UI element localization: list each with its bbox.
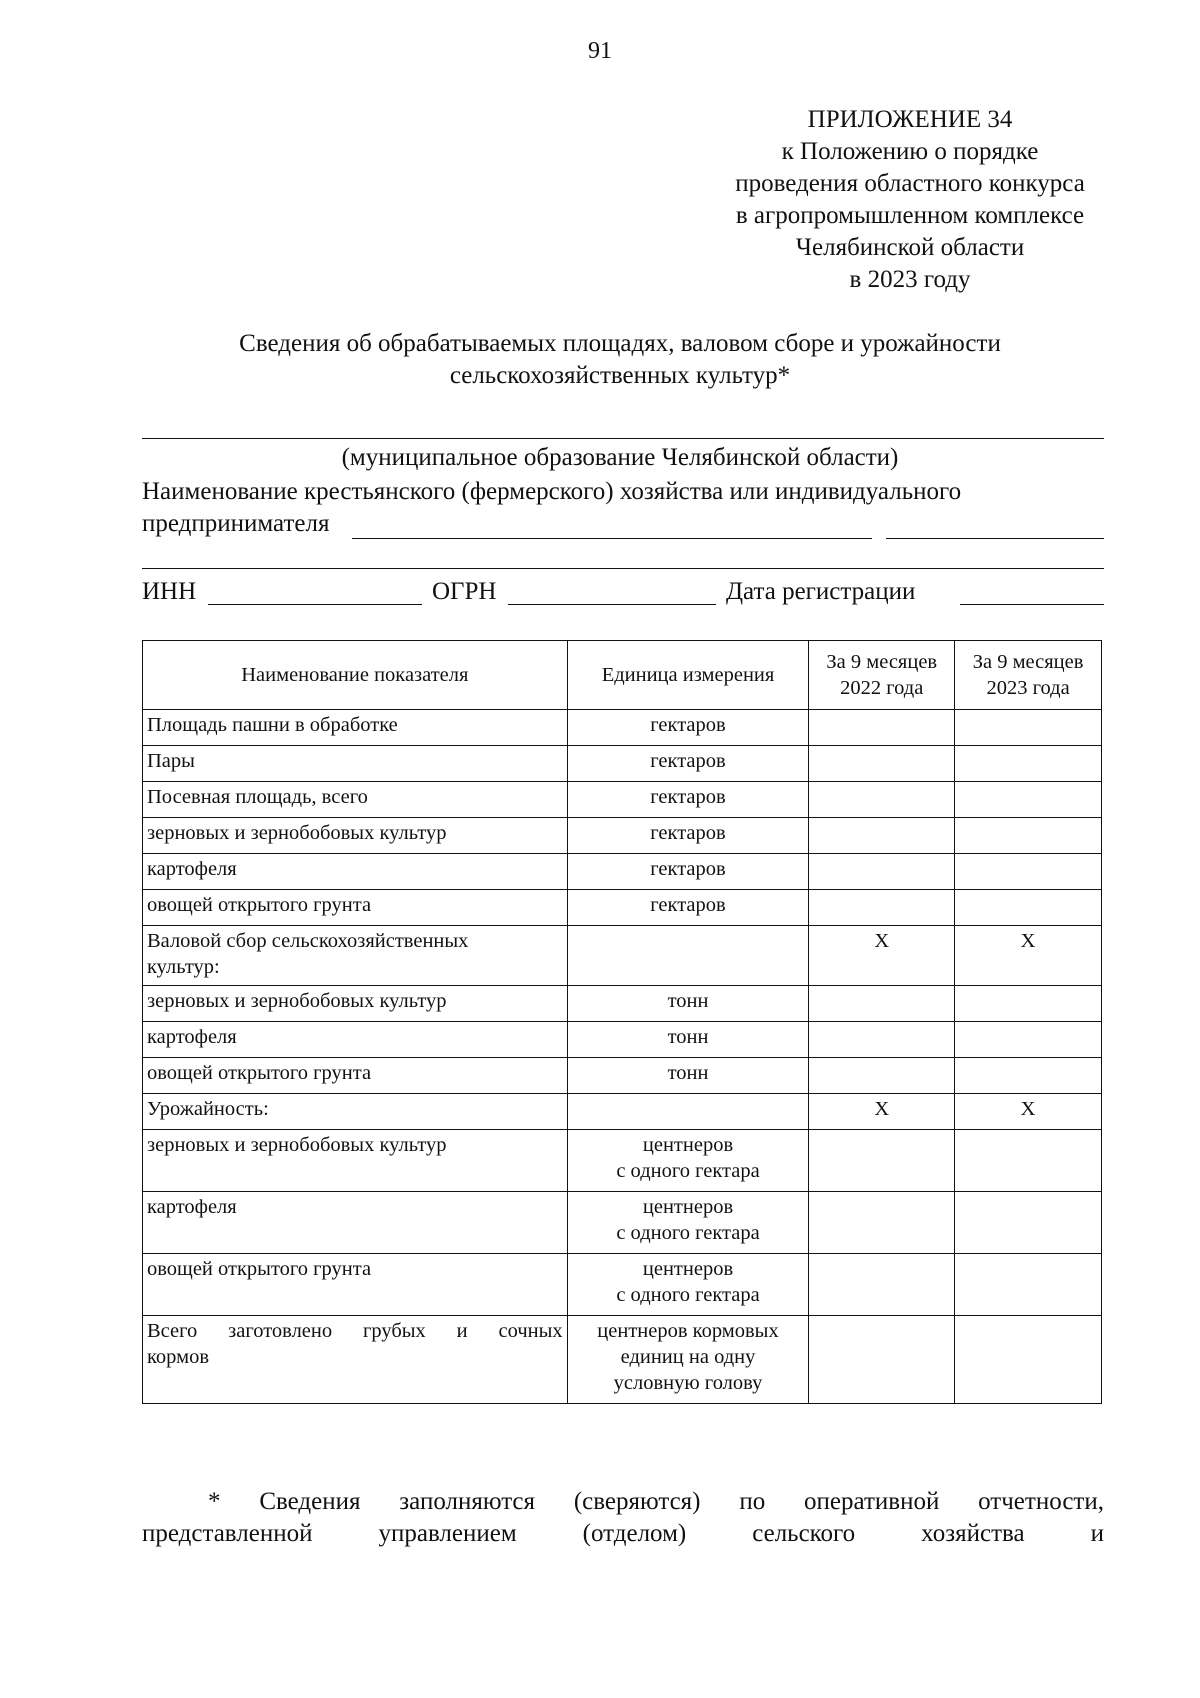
cell-value-2022[interactable] bbox=[809, 1254, 955, 1316]
cell-text-line: Площадь пашни в обработке bbox=[147, 714, 398, 736]
cell-unit bbox=[567, 782, 809, 818]
table-row bbox=[143, 1130, 1102, 1192]
cell-unit bbox=[567, 818, 809, 854]
cell-indicator-name bbox=[143, 1254, 568, 1316]
cell-unit bbox=[567, 746, 809, 782]
cell-unit bbox=[567, 890, 809, 926]
cell-value-2023[interactable] bbox=[955, 1058, 1102, 1094]
cell-unit bbox=[567, 854, 809, 890]
appendix-title: ПРИЛОЖЕНИЕ 34 bbox=[807, 106, 1013, 133]
footnote-word: * bbox=[208, 1488, 221, 1515]
cell-text-line: центнеров bbox=[642, 1196, 734, 1218]
cell-text-line: зерновых и зернобобовых культур bbox=[147, 822, 447, 844]
footnote-word: и bbox=[1090, 1520, 1104, 1547]
cell-value-2022[interactable] bbox=[809, 1192, 955, 1254]
footnote-word: заполняются bbox=[399, 1488, 536, 1515]
appendix-line: проведения областного конкурса bbox=[735, 170, 1085, 197]
cell-text-line: тонн bbox=[667, 1062, 709, 1084]
inn-label: ИНН bbox=[142, 578, 197, 605]
cell-text-line: овощей открытого грунта bbox=[147, 894, 372, 916]
inn-blank-line[interactable] bbox=[208, 604, 422, 605]
cell-indicator-name bbox=[143, 782, 568, 818]
cell-text-line: Пары bbox=[147, 750, 195, 772]
footnote-line-1 bbox=[142, 1486, 1104, 1518]
cell-unit bbox=[567, 1192, 809, 1254]
table-row bbox=[143, 926, 1102, 986]
cell-value-2022[interactable] bbox=[809, 890, 955, 926]
farm-name-label: Наименование крестьянского (фермерского) хозяйства или индивидуального bbox=[142, 478, 962, 505]
table-row bbox=[143, 710, 1102, 746]
cell-unit bbox=[567, 1022, 809, 1058]
cell-unit bbox=[567, 1058, 809, 1094]
table-row bbox=[143, 1022, 1102, 1058]
farm-name-blank-line[interactable] bbox=[352, 538, 872, 539]
cell-word: сочных bbox=[498, 1320, 563, 1342]
cell-value-2022[interactable] bbox=[809, 1058, 955, 1094]
cell-value-2023[interactable]: X bbox=[955, 1094, 1102, 1130]
municipality-caption: (муниципальное образование Челябинской области) bbox=[341, 444, 899, 471]
cell-unit bbox=[567, 1254, 809, 1316]
cell-indicator-name bbox=[143, 1130, 568, 1192]
footnote-word: управлением bbox=[378, 1520, 517, 1547]
farm-name-blank-line-2[interactable] bbox=[886, 538, 1104, 539]
cell-text-line: кормов bbox=[147, 1346, 210, 1368]
cell-text-line: с одного гектара bbox=[616, 1160, 760, 1182]
cell-text-line: овощей открытого грунта bbox=[147, 1062, 372, 1084]
cell-text-line: гектаров bbox=[650, 750, 726, 772]
cell-text-line: гектаров bbox=[650, 786, 726, 808]
cell-value-2022[interactable] bbox=[809, 1130, 955, 1192]
cell-text-line: гектаров bbox=[650, 822, 726, 844]
cell-indicator-name bbox=[143, 1192, 568, 1254]
header-2023-line: 2023 года bbox=[986, 677, 1070, 699]
table-row bbox=[143, 890, 1102, 926]
cell-indicator-name bbox=[143, 818, 568, 854]
cell-text-line: тонн bbox=[667, 990, 709, 1012]
cell-value-2022[interactable] bbox=[809, 746, 955, 782]
footnote-line-2 bbox=[142, 1518, 1104, 1550]
cell-indicator-name bbox=[143, 854, 568, 890]
cell-unit bbox=[567, 1130, 809, 1192]
table-row bbox=[143, 782, 1102, 818]
header-2022-line: За 9 месяцев bbox=[826, 651, 938, 673]
cell-text-line: картофеля bbox=[147, 1196, 237, 1218]
cell-word: Всего bbox=[147, 1320, 198, 1342]
footnote-word: отчетности, bbox=[978, 1488, 1104, 1515]
table-row bbox=[143, 986, 1102, 1022]
farm-name-label-cont: предпринимателя bbox=[142, 510, 330, 537]
cell-value-2023[interactable] bbox=[955, 986, 1102, 1022]
table-row bbox=[143, 1316, 1102, 1404]
cell-text-line: зерновых и зернобобовых культур bbox=[147, 990, 447, 1012]
cell-text-line: гектаров bbox=[650, 858, 726, 880]
cell-value-2022[interactable] bbox=[809, 710, 955, 746]
municipality-blank-line[interactable] bbox=[142, 438, 1104, 439]
cell-indicator-name bbox=[143, 926, 568, 986]
cell-value-2023[interactable] bbox=[955, 1130, 1102, 1192]
table-row bbox=[143, 1094, 1102, 1130]
cell-text-line: центнеров кормовых bbox=[597, 1320, 779, 1342]
form-title-line: сельскохозяйственных культур* bbox=[449, 362, 791, 389]
cell-text-line: единиц на одну bbox=[620, 1346, 756, 1368]
table-header-row bbox=[143, 641, 1102, 710]
cell-value-2023[interactable] bbox=[955, 782, 1102, 818]
footnote-word: (отделом) bbox=[582, 1520, 687, 1547]
table-row bbox=[143, 854, 1102, 890]
cell-value-2023[interactable] bbox=[955, 854, 1102, 890]
appendix-line: к Положению о порядке bbox=[781, 138, 1039, 165]
table-row bbox=[143, 1192, 1102, 1254]
cell-value-2023[interactable] bbox=[955, 818, 1102, 854]
cell-value-2022[interactable] bbox=[809, 782, 955, 818]
cell-value-2023[interactable]: X bbox=[955, 926, 1102, 986]
footnote-word: по bbox=[739, 1488, 766, 1515]
cell-text-line: тонн bbox=[667, 1026, 709, 1048]
footnote-word: оперативной bbox=[804, 1488, 940, 1515]
cell-text-line: Урожайность: bbox=[147, 1098, 269, 1120]
form-title-line: Сведения об обрабатываемых площадях, валовом сборе и урожайности bbox=[239, 330, 1001, 357]
cell-indicator-name bbox=[143, 986, 568, 1022]
cell-text-line: гектаров bbox=[650, 894, 726, 916]
cell-text-line bbox=[147, 1318, 563, 1344]
appendix-line: в 2023 году bbox=[849, 266, 971, 293]
header-2022 bbox=[809, 641, 955, 710]
header-2023 bbox=[955, 641, 1102, 710]
ogrn-blank-line[interactable] bbox=[508, 604, 716, 605]
cell-unit bbox=[567, 710, 809, 746]
cell-text-line: центнеров bbox=[642, 1134, 734, 1156]
cell-text-line: зерновых и зернобобовых культур bbox=[147, 1134, 447, 1156]
cell-value-2023[interactable] bbox=[955, 746, 1102, 782]
cell-value-2023[interactable] bbox=[955, 1316, 1102, 1404]
cell-indicator-name bbox=[143, 890, 568, 926]
cell-text-line: культур: bbox=[147, 956, 220, 978]
cell-unit bbox=[567, 1094, 809, 1130]
footnote-word: представленной bbox=[142, 1520, 313, 1547]
cell-text-line: картофеля bbox=[147, 858, 237, 880]
cell-value-2022[interactable] bbox=[809, 986, 955, 1022]
cell-word: заготовлено bbox=[228, 1320, 333, 1342]
cell-text-line: картофеля bbox=[147, 1026, 237, 1048]
cell-value-2022[interactable]: X bbox=[809, 1094, 955, 1130]
table-row bbox=[143, 1058, 1102, 1094]
data-table bbox=[142, 640, 1102, 1404]
ogrn-label: ОГРН bbox=[432, 578, 497, 605]
cell-indicator-name bbox=[143, 1094, 568, 1130]
header-2022-line: 2022 года bbox=[840, 677, 924, 699]
cell-value-2022[interactable] bbox=[809, 818, 955, 854]
cell-value-2022[interactable] bbox=[809, 1022, 955, 1058]
cell-indicator-name bbox=[143, 1058, 568, 1094]
cell-value-2023[interactable] bbox=[955, 1022, 1102, 1058]
cell-value-2023[interactable] bbox=[955, 1254, 1102, 1316]
cell-value-2023[interactable] bbox=[955, 710, 1102, 746]
cell-indicator-name bbox=[143, 710, 568, 746]
cell-indicator-name bbox=[143, 746, 568, 782]
reg-date-label: Дата регистрации bbox=[726, 578, 916, 605]
cell-indicator-name bbox=[143, 1316, 568, 1404]
cell-value-2022[interactable] bbox=[809, 1316, 955, 1404]
cell-text-line: Посевная площадь, всего bbox=[147, 786, 368, 808]
cell-text-line: гектаров bbox=[650, 714, 726, 736]
table-body bbox=[143, 710, 1102, 1404]
header-2023-line: За 9 месяцев bbox=[972, 651, 1084, 673]
cell-text-line: Валовой сбор сельскохозяйственных bbox=[147, 930, 469, 952]
appendix-line: Челябинской области bbox=[795, 234, 1025, 261]
appendix-line: в агропромышленном комплексе bbox=[735, 202, 1085, 229]
footnote-word: Сведения bbox=[259, 1488, 361, 1515]
cell-value-2023[interactable] bbox=[955, 890, 1102, 926]
table-row bbox=[143, 1254, 1102, 1316]
cell-value-2022[interactable]: X bbox=[809, 926, 955, 986]
header-unit: Единица измерения bbox=[567, 641, 809, 710]
reg-date-blank-line[interactable] bbox=[960, 604, 1104, 605]
cell-unit bbox=[567, 1316, 809, 1404]
footnote-word: сельского bbox=[752, 1520, 856, 1547]
cell-text-line: овощей открытого грунта bbox=[147, 1258, 372, 1280]
cell-unit bbox=[567, 926, 809, 986]
farm-name-blank-line-3[interactable] bbox=[142, 568, 1104, 569]
cell-text-line: с одного гектара bbox=[616, 1284, 760, 1306]
form-title bbox=[130, 328, 1110, 392]
appendix-header bbox=[690, 104, 1130, 296]
cell-indicator-name bbox=[143, 1022, 568, 1058]
page-number: 91 bbox=[588, 38, 612, 64]
footnote-word: хозяйства bbox=[921, 1520, 1025, 1547]
cell-value-2022[interactable] bbox=[809, 854, 955, 890]
cell-text-line: условную голову bbox=[613, 1372, 763, 1394]
footnote-word: (сверяются) bbox=[573, 1488, 701, 1515]
cell-text-line: с одного гектара bbox=[616, 1222, 760, 1244]
header-name: Наименование показателя bbox=[143, 641, 568, 710]
cell-text-line: центнеров bbox=[642, 1258, 734, 1280]
cell-value-2023[interactable] bbox=[955, 1192, 1102, 1254]
footnote bbox=[142, 1486, 1104, 1550]
cell-word: грубых bbox=[362, 1320, 426, 1342]
table-row bbox=[143, 746, 1102, 782]
cell-word: и bbox=[456, 1320, 468, 1342]
cell-unit bbox=[567, 986, 809, 1022]
table-row bbox=[143, 818, 1102, 854]
